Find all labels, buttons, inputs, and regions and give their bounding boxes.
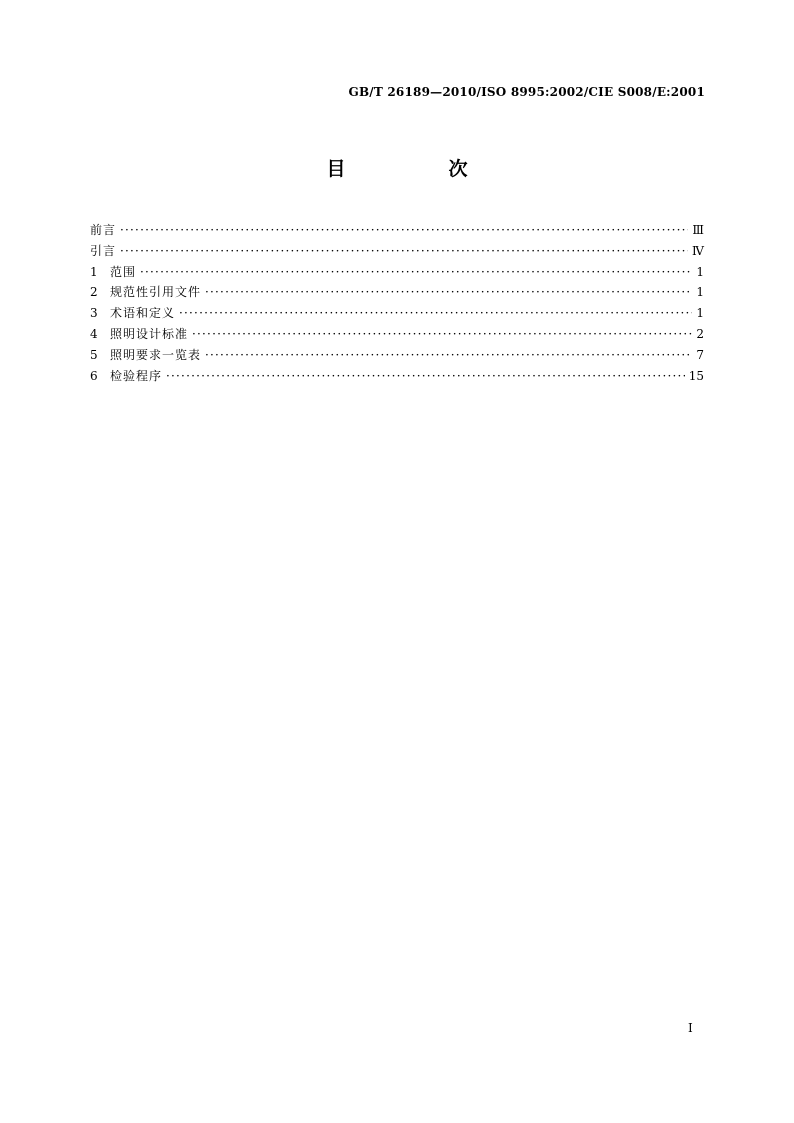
toc-entry-number: 4: [90, 326, 98, 341]
toc-leader-dots: [179, 303, 692, 324]
toc-leader-dots: [120, 241, 688, 262]
toc-leader-dots: [205, 282, 692, 303]
standard-code: GB/T 26189—2010/ISO 8995:2002/CIE S008/E:2001: [348, 85, 705, 99]
toc-entry-page: Ⅳ: [692, 243, 704, 258]
page-title: 目 次: [326, 158, 510, 180]
toc-entry-number: 3: [90, 306, 98, 321]
toc-entry-lighting-requirements-schedule[interactable]: [90, 345, 704, 366]
toc-entry-page: Ⅲ: [692, 223, 704, 237]
toc-entry-number: 6: [90, 368, 98, 383]
toc-entry-label: 照明要求一览表: [110, 347, 202, 362]
toc-leader-dots: [166, 366, 685, 387]
toc-entry-label: 范围: [110, 264, 137, 279]
toc-leader-dots: [205, 345, 692, 366]
toc-entry-page: 1: [696, 306, 704, 321]
toc-entry-scope[interactable]: [90, 262, 704, 283]
toc-entry-page: 7: [696, 347, 704, 362]
toc-entry-introduction[interactable]: [90, 241, 704, 262]
toc-entry-page: 1: [696, 285, 704, 300]
table-of-contents: [90, 220, 704, 386]
toc-entry-label: 检验程序: [110, 368, 163, 383]
toc-entry-label: 规范性引用文件: [110, 285, 202, 300]
toc-entry-normative-references[interactable]: [90, 282, 704, 303]
toc-entry-lighting-design-criteria[interactable]: [90, 324, 704, 345]
toc-entry-number: 5: [90, 347, 98, 362]
toc-entry-page: 1: [696, 264, 704, 279]
toc-entry-label: 照明设计标准: [110, 326, 189, 341]
toc-entry-label: 前言: [90, 223, 117, 237]
toc-entry-page: 2: [696, 326, 704, 341]
toc-entry-page: 15: [688, 368, 704, 383]
toc-entry-label: 术语和定义: [110, 306, 176, 321]
toc-leader-dots: [140, 262, 692, 283]
page-number: Ⅰ: [688, 1021, 693, 1035]
toc-leader-dots: [120, 220, 688, 241]
toc-entry-verification-procedures[interactable]: [90, 366, 704, 387]
toc-entry-number: 2: [90, 285, 98, 300]
toc-entry-number: 1: [90, 264, 98, 279]
toc-entry-terms-definitions[interactable]: [90, 303, 704, 324]
toc-entry-foreword[interactable]: [90, 220, 704, 241]
toc-entry-label: 引言: [90, 243, 117, 258]
toc-leader-dots: [192, 324, 692, 345]
